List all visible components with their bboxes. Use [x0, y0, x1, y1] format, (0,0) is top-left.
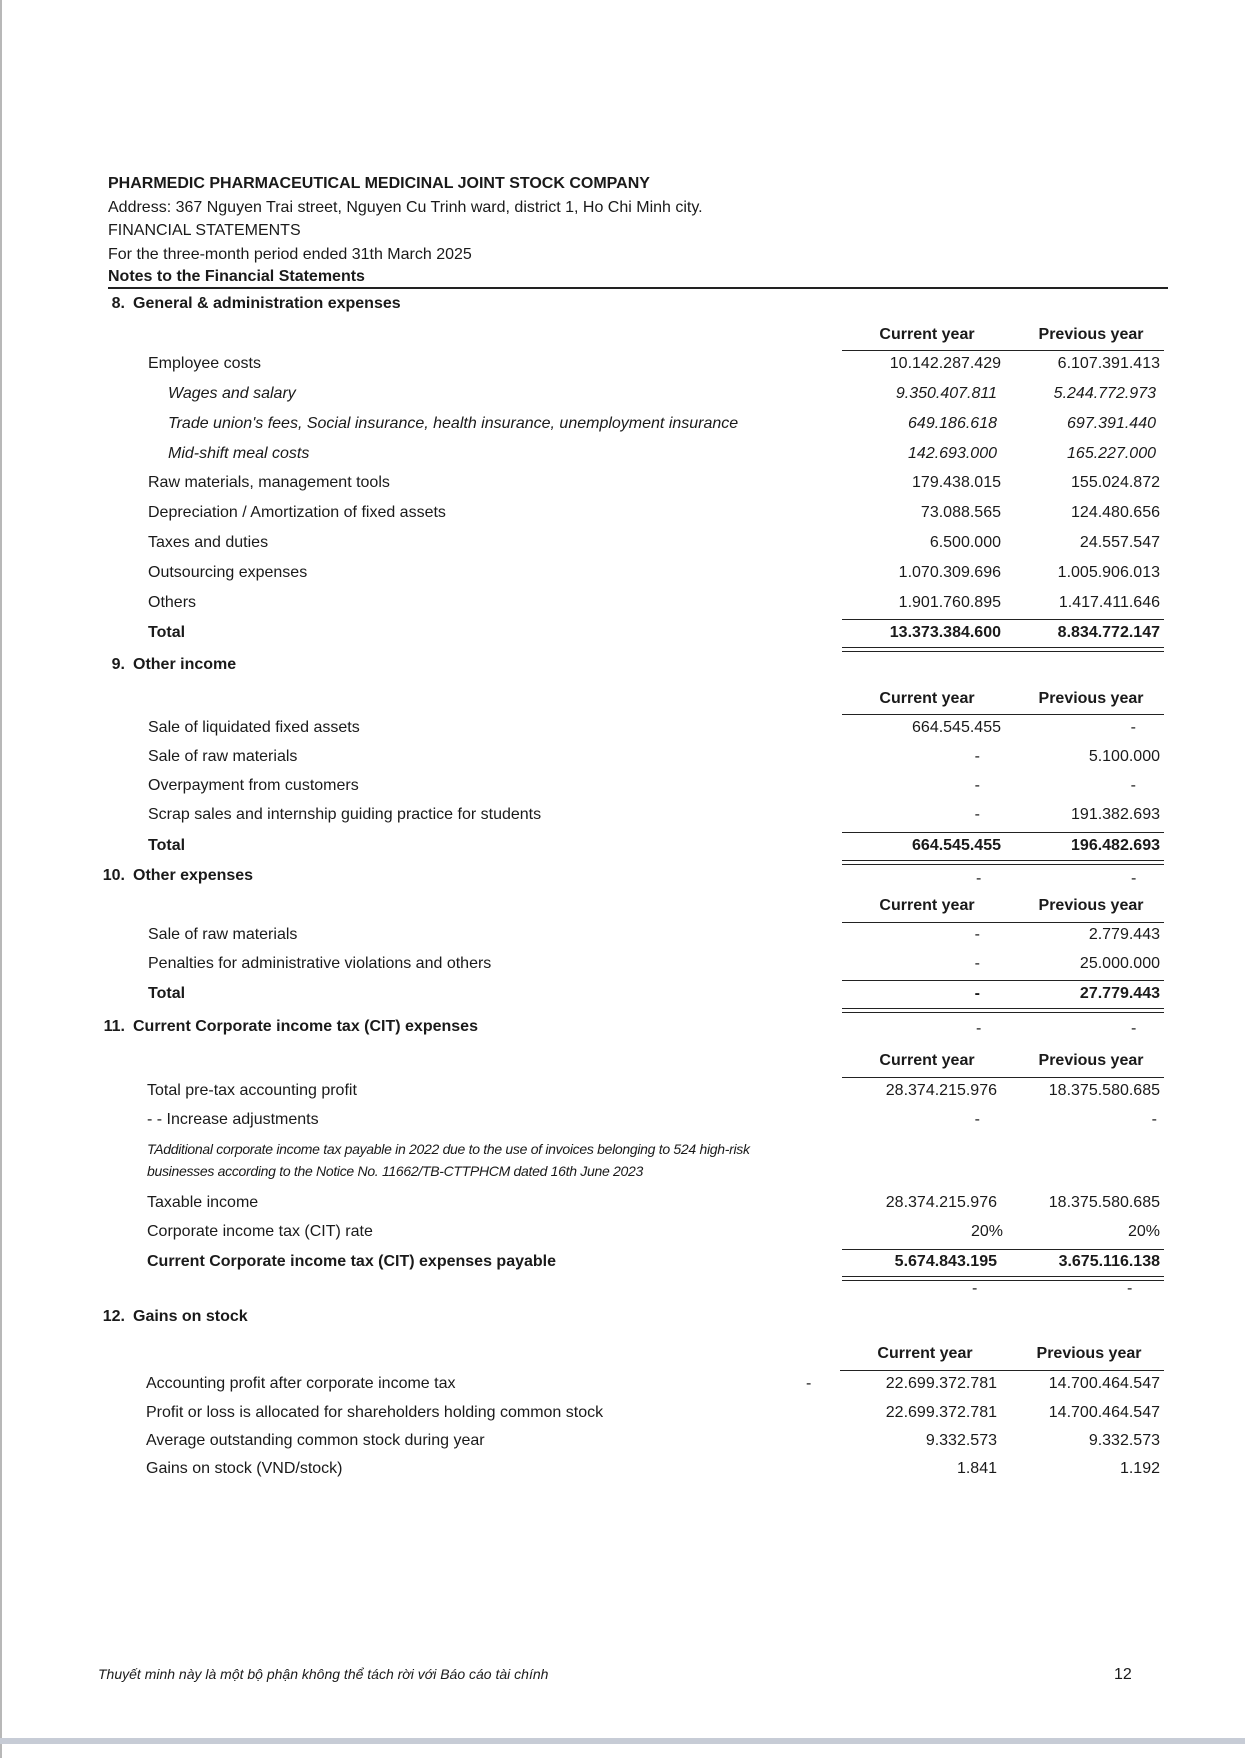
table-row [0, 1375, 1245, 1403]
section-title-text: Other expenses [133, 867, 254, 884]
value-previous: 1.005.906.013 [1057, 564, 1160, 581]
section-number: 11. [103, 1018, 125, 1035]
total-double-rule [842, 1008, 1164, 1013]
subtotal-rule [842, 1249, 1164, 1250]
value-current: 142.693.000 [908, 445, 997, 462]
total-double-rule [842, 860, 1164, 865]
total-double-rule [842, 1276, 1164, 1281]
value-current: 649.186.618 [908, 415, 997, 432]
col-head-previous: Previous year [1038, 690, 1144, 707]
col-head-current: Current year [879, 690, 975, 707]
value-previous: - [1130, 777, 1136, 794]
value-previous: 14.700.464.547 [1048, 1404, 1160, 1421]
value-current: 22.699.372.781 [885, 1375, 997, 1392]
table-row [0, 955, 1245, 983]
col-head-current: Current year [879, 326, 975, 343]
value-previous: 196.482.693 [1071, 837, 1160, 854]
row-label: Overpayment from customers [148, 777, 359, 794]
row-label: Accounting profit after corporate income tax [146, 1375, 456, 1392]
row-label: Total [148, 624, 186, 641]
row-label: Taxable income [147, 1194, 259, 1211]
table-row [0, 926, 1245, 954]
row-label: Raw materials, management tools [148, 474, 390, 491]
value-current: 10.142.287.429 [889, 355, 1001, 372]
value-current: 28.374.215.976 [885, 1082, 997, 1099]
section-number: 10. [102, 867, 125, 884]
table-row [0, 474, 1245, 502]
row-label: Total pre-tax accounting profit [147, 1082, 357, 1099]
section-title [85, 295, 401, 313]
table-row [0, 1223, 1245, 1251]
value-current: 9.332.573 [925, 1432, 997, 1449]
value-current: - [974, 926, 980, 943]
value-current: - [974, 806, 980, 823]
value-current: 28.374.215.976 [885, 1194, 997, 1211]
header-rule [840, 1370, 1164, 1371]
header-rule [842, 922, 1164, 923]
value-previous: 3.675.116.138 [1058, 1253, 1160, 1270]
company-name: PHARMEDIC PHARMACEUTICAL MEDICINAL JOINT STOCK COMPANY [108, 175, 650, 192]
col-head-previous: Previous year [1038, 1052, 1144, 1069]
value-current: - [974, 748, 980, 765]
table-row [0, 806, 1245, 834]
page-number: 12 [1114, 1666, 1132, 1683]
table-row [0, 1194, 1245, 1222]
value-previous: 165.227.000 [1067, 445, 1156, 462]
section-title [85, 656, 236, 674]
value-previous: 155.024.872 [1071, 474, 1160, 491]
table-row [0, 355, 1245, 383]
col-head-previous: Previous year [1036, 1345, 1142, 1362]
page-edge [0, 0, 2, 1758]
row-label: Trade union's fees, Social insurance, health insurance, unemployment insurance [168, 415, 739, 432]
table-row [0, 719, 1245, 747]
col-head-current: Current year [877, 1345, 973, 1362]
table-row [0, 1111, 1245, 1139]
value-current: 20% [970, 1223, 1003, 1240]
value-previous: 6.107.391.413 [1057, 355, 1160, 372]
row-label: Corporate income tax (CIT) rate [147, 1223, 373, 1240]
value-current: 179.438.015 [912, 474, 1001, 491]
table-row [0, 1460, 1245, 1488]
value-current: - [974, 955, 980, 972]
page-footer [98, 1666, 1138, 1682]
header-rule [842, 350, 1164, 351]
value-current: 9.350.407.811 [895, 385, 997, 402]
row-label: Penalties for administrative violations and others [148, 955, 492, 972]
value-previous: 124.480.656 [1071, 504, 1160, 521]
table-row [0, 415, 1245, 443]
document-type: FINANCIAL STATEMENTS [108, 222, 301, 239]
section-title-text: Other income [133, 656, 237, 673]
value-previous: 8.834.772.147 [1057, 624, 1160, 641]
value-current: 73.088.565 [920, 504, 1001, 521]
notes-heading: Notes to the Financial Statements [108, 266, 1168, 289]
value-current: 664.545.455 [912, 719, 1001, 736]
value-current: 1.070.309.696 [898, 564, 1001, 581]
col-head-current: Current year [879, 1052, 975, 1069]
row-label: Mid-shift meal costs [168, 445, 310, 462]
col-head-previous: Previous year [1038, 897, 1144, 914]
table-row [0, 445, 1245, 473]
row-label: Scrap sales and internship guiding practice for students [148, 806, 542, 823]
row-label: Sale of raw materials [148, 748, 298, 765]
row-label: Total [148, 985, 186, 1002]
reporting-period: For the three-month period ended 31th March 2025 [108, 245, 472, 263]
document-header [108, 172, 1168, 289]
table-row [0, 385, 1245, 413]
value-previous: 25.000.000 [1079, 955, 1160, 972]
value-previous: 697.391.440 [1067, 415, 1156, 432]
dash-mark: - [1131, 1020, 1137, 1037]
row-label: Sale of raw materials [148, 926, 298, 943]
value-current: 13.373.384.600 [889, 624, 1001, 641]
row-label: Gains on stock (VND/stock) [146, 1460, 343, 1477]
table-row [0, 777, 1245, 805]
header-rule [842, 714, 1164, 715]
subtotal-rule [842, 832, 1164, 833]
adjustment-note: TAdditional corporate income tax payable in 2022 due to the use of invoices belonging to 524 high-risk businesses according to the Notice No. 11662/TB-CTTPHCM dated 16th June 2023 [147, 1141, 750, 1179]
value-previous: 14.700.464.547 [1048, 1375, 1160, 1392]
value-previous: 18.375.580.685 [1048, 1194, 1160, 1211]
header-rule [842, 1077, 1164, 1078]
value-previous: 27.779.443 [1079, 985, 1160, 1002]
table-row [0, 1082, 1245, 1110]
table-row [0, 534, 1245, 562]
row-label: Others [148, 594, 197, 611]
value-current: 664.545.455 [912, 837, 1001, 854]
value-previous: 1.417.411.646 [1058, 594, 1160, 611]
section-title-text: General & administration expenses [133, 295, 401, 312]
table-row [0, 1432, 1245, 1460]
value-current: 6.500.000 [929, 534, 1001, 551]
table-row [0, 594, 1245, 622]
table-row [0, 1404, 1245, 1432]
value-previous: 5.100.000 [1088, 748, 1160, 765]
section-number: 12. [102, 1308, 125, 1325]
section-number: 8. [111, 295, 125, 312]
value-previous: - [1130, 719, 1136, 736]
value-previous: - [1151, 1111, 1157, 1128]
row-label: Sale of liquidated fixed assets [148, 719, 360, 736]
value-current: - [974, 1111, 980, 1128]
dash-mark: - [1127, 1280, 1133, 1297]
value-previous: 24.557.547 [1079, 534, 1160, 551]
table-row [0, 564, 1245, 592]
value-current: 22.699.372.781 [885, 1404, 997, 1421]
col-head-current: Current year [879, 897, 975, 914]
table-row [0, 748, 1245, 776]
row-label: Employee costs [148, 355, 261, 372]
section-title [85, 867, 253, 885]
total-double-rule [842, 647, 1164, 652]
section-number: 9. [111, 656, 125, 673]
row-label: Current Corporate income tax (CIT) expenses payable [147, 1253, 556, 1270]
value-current: 1.901.760.895 [898, 594, 1001, 611]
value-current: - [974, 777, 980, 794]
value-previous: 20% [1127, 1223, 1160, 1240]
dash-mark: - [1131, 870, 1137, 887]
bottom-scan-band [0, 1738, 1245, 1744]
row-label: - - Increase adjustments [147, 1111, 319, 1128]
subtotal-rule [842, 619, 1164, 620]
row-label: Wages and salary [168, 385, 296, 402]
table-row [0, 504, 1245, 532]
row-label: Outsourcing expenses [148, 564, 308, 581]
row-label: Total [148, 837, 186, 854]
value-current: 1.841 [956, 1460, 997, 1477]
row-label: Depreciation / Amortization of fixed assets [148, 504, 446, 521]
row-label: Profit or loss is allocated for shareholders holding common stock [146, 1404, 604, 1421]
value-previous: 9.332.573 [1088, 1432, 1160, 1449]
subtotal-rule [842, 980, 1164, 981]
footer-note: Thuyết minh này là một bộ phận không thể tách rời với Báo cáo tài chính [98, 1666, 549, 1682]
dash-mark: - [972, 1280, 978, 1297]
value-previous: 2.779.443 [1088, 926, 1160, 943]
company-address: Address: 367 Nguyen Trai street, Nguyen Cu Trinh ward, district 1, Ho Chi Minh city. [108, 198, 703, 216]
row-label: Taxes and duties [148, 534, 269, 551]
value-previous: 5.244.772.973 [1053, 385, 1156, 402]
section-title-text: Current Corporate income tax (CIT) expenses [133, 1018, 478, 1035]
row-label: Average outstanding common stock during year [146, 1432, 485, 1449]
col-head-previous: Previous year [1038, 326, 1144, 343]
value-previous: 191.382.693 [1071, 806, 1160, 823]
value-previous: 18.375.580.685 [1048, 1082, 1160, 1099]
value-current: 5.674.843.195 [894, 1253, 997, 1270]
value-previous: 1.192 [1119, 1460, 1160, 1477]
section-title [85, 1018, 478, 1036]
dash-mark: - [806, 1375, 812, 1392]
dash-mark: - [976, 1020, 982, 1037]
dash-mark: - [976, 870, 982, 887]
section-title [85, 1308, 248, 1326]
value-current: - [974, 985, 980, 1002]
section-title-text: Gains on stock [133, 1308, 248, 1325]
